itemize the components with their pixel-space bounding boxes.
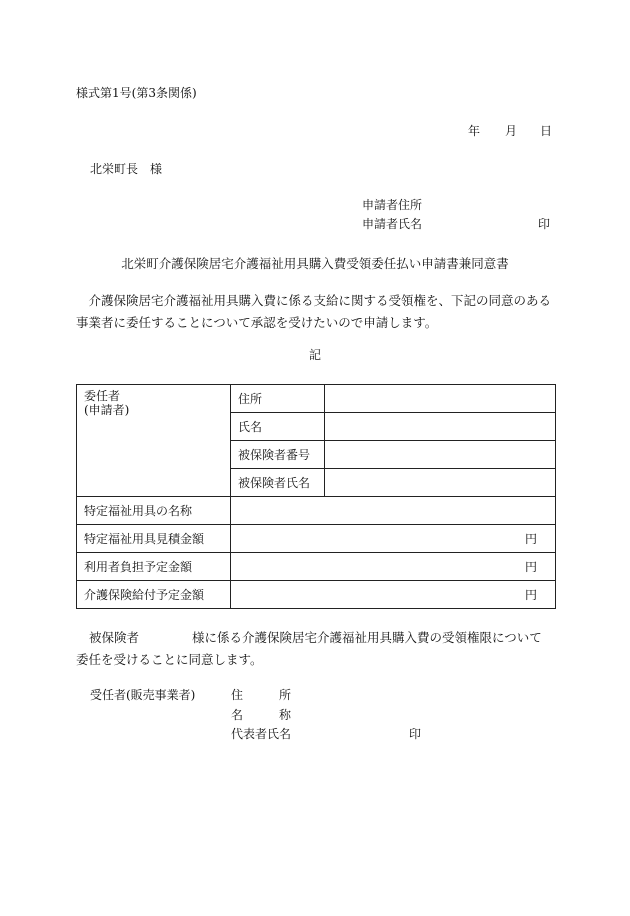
yen-unit: 円 (524, 587, 537, 602)
estimate-label: 特定福祉用具見積金額 (77, 525, 231, 553)
delegatee-rep-name-label: 代表者氏名 (231, 727, 292, 741)
delegator-sub-label: (申請者) (84, 403, 130, 417)
benefit-label: 介護保険給付予定金額 (77, 581, 231, 609)
applicant-address-label: 申請者住所 (362, 198, 423, 212)
delegator-label: 委任者 (84, 389, 121, 403)
consent-insured-label: 被保険者 (89, 630, 140, 645)
delegatee-label: 受任者(販売事業者) (90, 688, 196, 702)
yen-unit: 円 (524, 559, 537, 574)
user-burden-field[interactable] (231, 553, 556, 581)
date-year-label: 年 (468, 124, 481, 138)
insured-name-field[interactable] (325, 469, 556, 497)
delegatee-name-label-a: 名 (231, 708, 244, 722)
delegatee-address-label-b: 所 (279, 688, 292, 702)
table-row (77, 581, 556, 609)
product-name-field[interactable] (231, 497, 556, 525)
date-day-label: 日 (540, 124, 553, 138)
insured-name-label: 被保険者氏名 (231, 469, 325, 497)
request-paragraph: 介護保険居宅介護福祉用具購入費に係る支給に関する受領権を、下記の同意のある事業者に委任することについて承認を受けたいので申請します。 (76, 293, 552, 330)
benefit-field[interactable] (231, 581, 556, 609)
delegator-cell (77, 385, 231, 497)
addressee: 北栄町長 様 (90, 162, 163, 176)
name-label: 氏名 (231, 413, 325, 441)
table-row (77, 497, 556, 525)
delegation-table (76, 384, 556, 609)
delegatee-seal: 印 (409, 727, 422, 741)
estimate-field[interactable] (231, 525, 556, 553)
document-title: 北栄町介護保険居宅介護福祉用具購入費受領委任払い申請書兼同意書 (121, 256, 509, 271)
name-field[interactable] (325, 413, 556, 441)
insured-number-label: 被保険者番号 (231, 441, 325, 469)
applicant-seal: 印 (538, 217, 551, 231)
ki-heading: 記 (308, 348, 321, 362)
product-name-label: 特定福祉用具の名称 (77, 497, 231, 525)
applicant-name-label: 申請者氏名 (362, 217, 423, 231)
yen-unit: 円 (524, 531, 537, 546)
table-row (77, 525, 556, 553)
delegatee-name-label-b: 称 (279, 708, 292, 722)
consent-paragraph (76, 627, 554, 671)
table-row (77, 385, 556, 413)
address-label: 住所 (231, 385, 325, 413)
user-burden-label: 利用者負担予定金額 (77, 553, 231, 581)
date-month-label: 月 (505, 124, 518, 138)
table-row (77, 553, 556, 581)
delegatee-address-label-a: 住 (231, 688, 244, 702)
form-number: 様式第1号(第3条関係) (76, 86, 197, 100)
address-field[interactable] (325, 385, 556, 413)
consent-text: 様に係る介護保険居宅介護福祉用具購入費の受領権限について委任を受けることに同意します。 (76, 630, 542, 667)
insured-number-field[interactable] (325, 441, 556, 469)
